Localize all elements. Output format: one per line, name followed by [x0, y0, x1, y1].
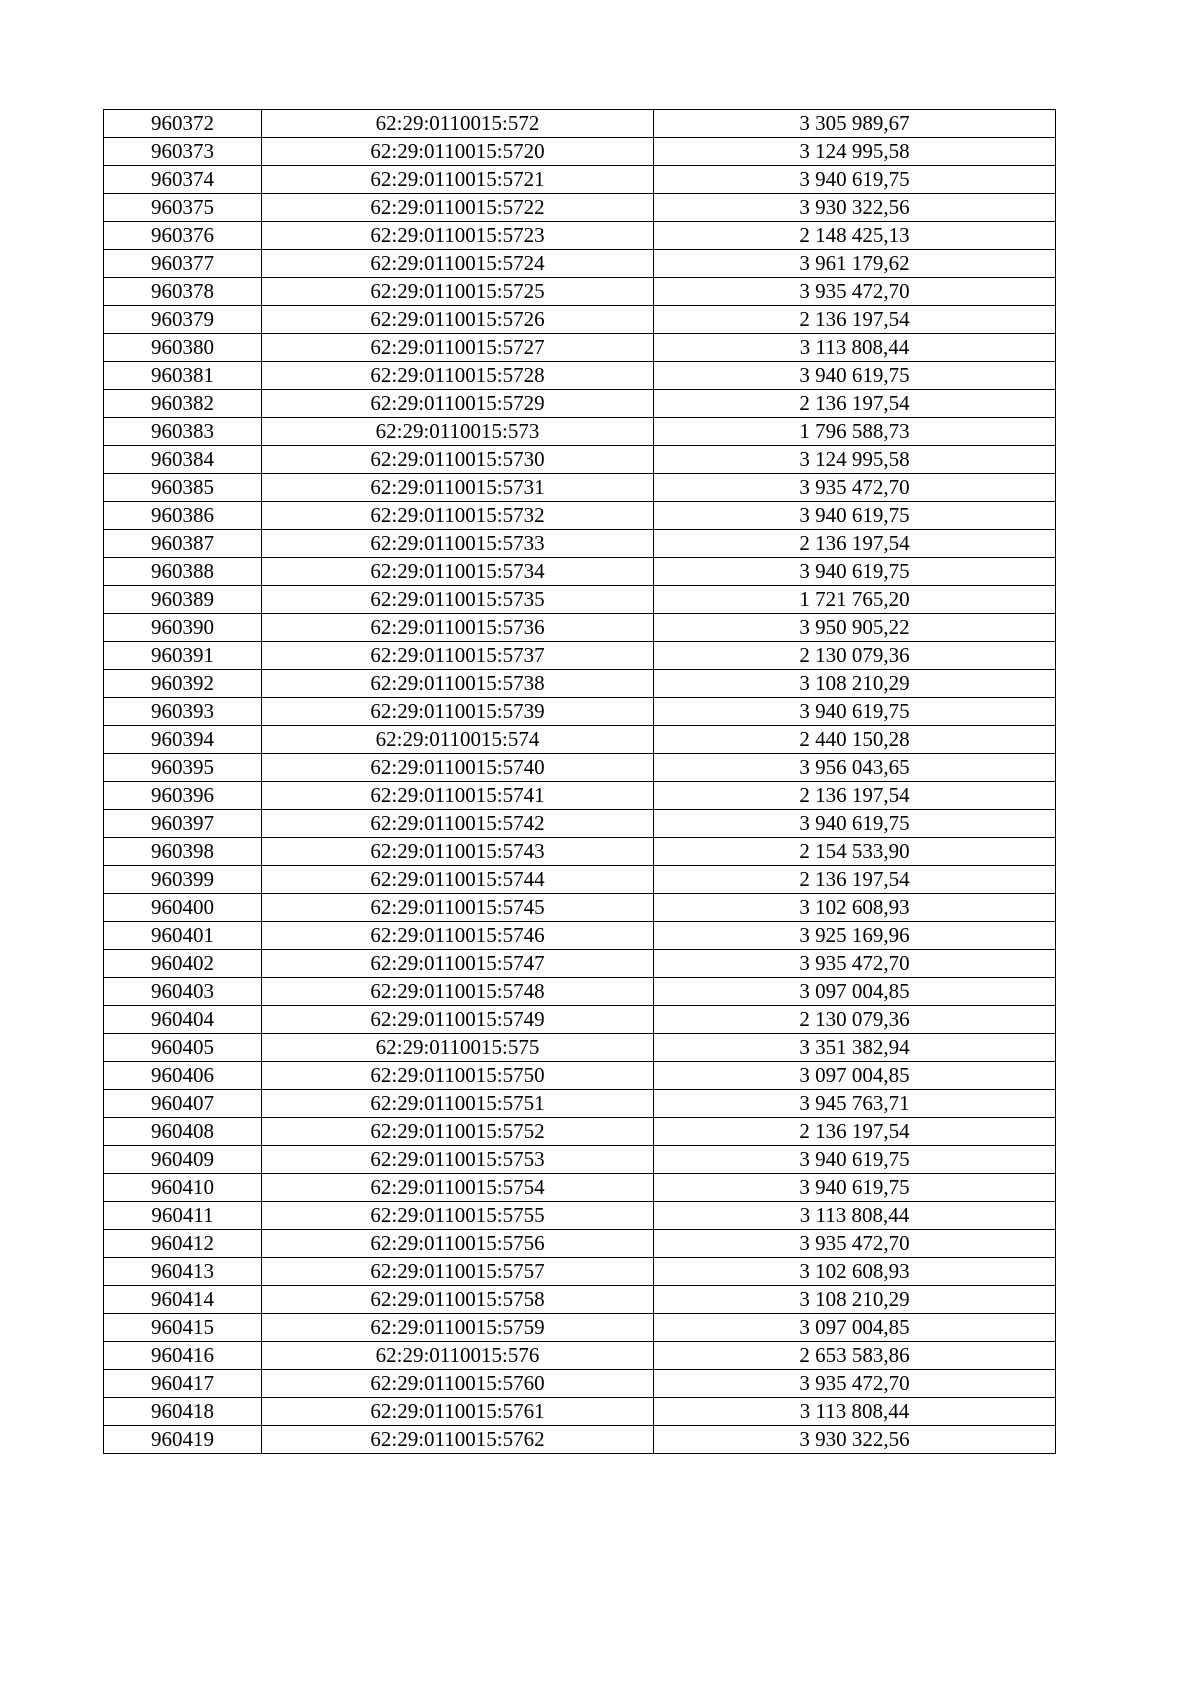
row-number-cell: 960414: [104, 1286, 262, 1314]
cadastral-number-cell: 62:29:0110015:5753: [262, 1146, 654, 1174]
row-number-cell: 960417: [104, 1370, 262, 1398]
row-number-cell: 960382: [104, 390, 262, 418]
cadastral-value-cell: 3 124 995,58: [654, 446, 1056, 474]
cadastral-value-cell: 3 940 619,75: [654, 698, 1056, 726]
cadastral-value-cell: 3 930 322,56: [654, 194, 1056, 222]
cadastral-value-cell: 3 940 619,75: [654, 362, 1056, 390]
row-number-cell: 960406: [104, 1062, 262, 1090]
table-row: [104, 1090, 1056, 1118]
cadastral-value-cell: 2 154 533,90: [654, 838, 1056, 866]
table-row: [104, 1006, 1056, 1034]
cadastral-value-cell: 2 136 197,54: [654, 306, 1056, 334]
cadastral-value-cell: 3 108 210,29: [654, 670, 1056, 698]
row-number-cell: 960410: [104, 1174, 262, 1202]
cadastral-number-cell: 62:29:0110015:5761: [262, 1398, 654, 1426]
row-number-cell: 960393: [104, 698, 262, 726]
cadastral-number-cell: 62:29:0110015:5748: [262, 978, 654, 1006]
cadastral-value-cell: 2 653 583,86: [654, 1342, 1056, 1370]
table-row: [104, 1314, 1056, 1342]
cadastral-number-cell: 62:29:0110015:5754: [262, 1174, 654, 1202]
row-number-cell: 960377: [104, 250, 262, 278]
row-number-cell: 960379: [104, 306, 262, 334]
cadastral-value-cell: 3 113 808,44: [654, 334, 1056, 362]
cadastral-number-cell: 62:29:0110015:5755: [262, 1202, 654, 1230]
cadastral-value-cell: 3 097 004,85: [654, 978, 1056, 1006]
table-row: [104, 894, 1056, 922]
table-row: [104, 446, 1056, 474]
cadastral-number-cell: 62:29:0110015:5745: [262, 894, 654, 922]
row-number-cell: 960375: [104, 194, 262, 222]
cadastral-number-cell: 62:29:0110015:5750: [262, 1062, 654, 1090]
row-number-cell: 960401: [104, 922, 262, 950]
cadastral-value-cell: 3 940 619,75: [654, 558, 1056, 586]
row-number-cell: 960418: [104, 1398, 262, 1426]
cadastral-value-cell: 3 935 472,70: [654, 1230, 1056, 1258]
cadastral-value-cell: 3 940 619,75: [654, 1146, 1056, 1174]
cadastral-value-cell: 3 950 905,22: [654, 614, 1056, 642]
table-row: [104, 810, 1056, 838]
table-row: [104, 334, 1056, 362]
cadastral-value-cell: 3 945 763,71: [654, 1090, 1056, 1118]
table-row: [104, 754, 1056, 782]
row-number-cell: 960396: [104, 782, 262, 810]
cadastral-number-cell: 62:29:0110015:5721: [262, 166, 654, 194]
row-number-cell: 960402: [104, 950, 262, 978]
cadastral-number-cell: 62:29:0110015:573: [262, 418, 654, 446]
table-row: [104, 194, 1056, 222]
table-row: [104, 922, 1056, 950]
cadastral-value-cell: 3 940 619,75: [654, 166, 1056, 194]
cadastral-number-cell: 62:29:0110015:5749: [262, 1006, 654, 1034]
row-number-cell: 960408: [104, 1118, 262, 1146]
table-row: [104, 110, 1056, 138]
row-number-cell: 960400: [104, 894, 262, 922]
cadastral-number-cell: 62:29:0110015:5722: [262, 194, 654, 222]
row-number-cell: 960386: [104, 502, 262, 530]
row-number-cell: 960380: [104, 334, 262, 362]
row-number-cell: 960404: [104, 1006, 262, 1034]
table-row: [104, 1230, 1056, 1258]
table-row: [104, 1174, 1056, 1202]
cadastral-number-cell: 62:29:0110015:5746: [262, 922, 654, 950]
table-row: [104, 1398, 1056, 1426]
row-number-cell: 960383: [104, 418, 262, 446]
table-body: [104, 110, 1056, 1454]
row-number-cell: 960416: [104, 1342, 262, 1370]
cadastral-value-cell: 2 130 079,36: [654, 1006, 1056, 1034]
cadastral-value-cell: 3 930 322,56: [654, 1426, 1056, 1454]
cadastral-number-cell: 62:29:0110015:5747: [262, 950, 654, 978]
cadastral-value-cell: 3 935 472,70: [654, 474, 1056, 502]
cadastral-number-cell: 62:29:0110015:5743: [262, 838, 654, 866]
cadastral-number-cell: 62:29:0110015:576: [262, 1342, 654, 1370]
row-number-cell: 960372: [104, 110, 262, 138]
cadastral-value-cell: 3 124 995,58: [654, 138, 1056, 166]
table-row: [104, 978, 1056, 1006]
cadastral-number-cell: 62:29:0110015:5735: [262, 586, 654, 614]
table-row: [104, 1342, 1056, 1370]
row-number-cell: 960412: [104, 1230, 262, 1258]
row-number-cell: 960407: [104, 1090, 262, 1118]
table-row: [104, 222, 1056, 250]
row-number-cell: 960390: [104, 614, 262, 642]
cadastral-number-cell: 62:29:0110015:574: [262, 726, 654, 754]
cadastral-value-cell: 3 935 472,70: [654, 950, 1056, 978]
cadastral-value-cell: 2 136 197,54: [654, 390, 1056, 418]
table-row: [104, 698, 1056, 726]
cadastral-value-cell: 3 956 043,65: [654, 754, 1056, 782]
cadastral-value-cell: 1 721 765,20: [654, 586, 1056, 614]
cadastral-value-cell: 3 113 808,44: [654, 1202, 1056, 1230]
table-row: [104, 1062, 1056, 1090]
table-row: [104, 1370, 1056, 1398]
cadastral-value-cell: 3 925 169,96: [654, 922, 1056, 950]
cadastral-number-cell: 62:29:0110015:5728: [262, 362, 654, 390]
cadastral-number-cell: 62:29:0110015:5752: [262, 1118, 654, 1146]
table-row: [104, 1118, 1056, 1146]
cadastral-number-cell: 62:29:0110015:5751: [262, 1090, 654, 1118]
cadastral-value-cell: 3 961 179,62: [654, 250, 1056, 278]
table-row: [104, 502, 1056, 530]
table-row: [104, 1426, 1056, 1454]
cadastral-value-cell: 2 148 425,13: [654, 222, 1056, 250]
row-number-cell: 960398: [104, 838, 262, 866]
cadastral-value-cell: 2 136 197,54: [654, 1118, 1056, 1146]
table-row: [104, 306, 1056, 334]
cadastral-number-cell: 62:29:0110015:5723: [262, 222, 654, 250]
cadastral-number-cell: 62:29:0110015:5727: [262, 334, 654, 362]
table-row: [104, 838, 1056, 866]
cadastral-value-cell: 2 136 197,54: [654, 530, 1056, 558]
cadastral-value-cell: 2 136 197,54: [654, 866, 1056, 894]
cadastral-value-cell: 2 136 197,54: [654, 782, 1056, 810]
cadastral-value-cell: 2 130 079,36: [654, 642, 1056, 670]
cadastral-number-cell: 62:29:0110015:5757: [262, 1258, 654, 1286]
table-row: [104, 1202, 1056, 1230]
cadastral-value-cell: 3 097 004,85: [654, 1062, 1056, 1090]
row-number-cell: 960397: [104, 810, 262, 838]
row-number-cell: 960415: [104, 1314, 262, 1342]
cadastral-number-cell: 62:29:0110015:5744: [262, 866, 654, 894]
row-number-cell: 960394: [104, 726, 262, 754]
cadastral-number-cell: 62:29:0110015:5731: [262, 474, 654, 502]
row-number-cell: 960374: [104, 166, 262, 194]
table-row: [104, 138, 1056, 166]
table-row: [104, 558, 1056, 586]
table-row: [104, 1258, 1056, 1286]
table-row: [104, 1286, 1056, 1314]
cadastral-number-cell: 62:29:0110015:5732: [262, 502, 654, 530]
table-row: [104, 642, 1056, 670]
table-row: [104, 950, 1056, 978]
cadastral-value-cell: 1 796 588,73: [654, 418, 1056, 446]
row-number-cell: 960419: [104, 1426, 262, 1454]
cadastral-value-table: [103, 109, 1056, 1454]
cadastral-number-cell: 62:29:0110015:5762: [262, 1426, 654, 1454]
row-number-cell: 960385: [104, 474, 262, 502]
cadastral-number-cell: 62:29:0110015:572: [262, 110, 654, 138]
cadastral-number-cell: 62:29:0110015:5736: [262, 614, 654, 642]
cadastral-number-cell: 62:29:0110015:5741: [262, 782, 654, 810]
row-number-cell: 960387: [104, 530, 262, 558]
table-row: [104, 278, 1056, 306]
row-number-cell: 960381: [104, 362, 262, 390]
row-number-cell: 960378: [104, 278, 262, 306]
cadastral-value-cell: 3 351 382,94: [654, 1034, 1056, 1062]
row-number-cell: 960409: [104, 1146, 262, 1174]
cadastral-number-cell: 62:29:0110015:5725: [262, 278, 654, 306]
row-number-cell: 960399: [104, 866, 262, 894]
cadastral-number-cell: 62:29:0110015:5720: [262, 138, 654, 166]
table-row: [104, 614, 1056, 642]
cadastral-value-cell: 3 940 619,75: [654, 502, 1056, 530]
table-row: [104, 1034, 1056, 1062]
table-row: [104, 670, 1056, 698]
cadastral-number-cell: 62:29:0110015:5738: [262, 670, 654, 698]
cadastral-number-cell: 62:29:0110015:5739: [262, 698, 654, 726]
cadastral-value-cell: 3 097 004,85: [654, 1314, 1056, 1342]
table-row: [104, 530, 1056, 558]
row-number-cell: 960411: [104, 1202, 262, 1230]
cadastral-number-cell: 62:29:0110015:575: [262, 1034, 654, 1062]
row-number-cell: 960391: [104, 642, 262, 670]
row-number-cell: 960392: [104, 670, 262, 698]
table-row: [104, 726, 1056, 754]
row-number-cell: 960405: [104, 1034, 262, 1062]
table-row: [104, 166, 1056, 194]
table-row: [104, 866, 1056, 894]
table-row: [104, 1146, 1056, 1174]
cadastral-number-cell: 62:29:0110015:5758: [262, 1286, 654, 1314]
row-number-cell: 960395: [104, 754, 262, 782]
table-row: [104, 362, 1056, 390]
cadastral-value-cell: 3 102 608,93: [654, 894, 1056, 922]
cadastral-value-cell: 3 935 472,70: [654, 278, 1056, 306]
cadastral-value-cell: 2 440 150,28: [654, 726, 1056, 754]
cadastral-value-cell: 3 940 619,75: [654, 810, 1056, 838]
row-number-cell: 960389: [104, 586, 262, 614]
cadastral-number-cell: 62:29:0110015:5740: [262, 754, 654, 782]
table-row: [104, 250, 1056, 278]
row-number-cell: 960403: [104, 978, 262, 1006]
cadastral-value-cell: 3 305 989,67: [654, 110, 1056, 138]
table-row: [104, 474, 1056, 502]
table-row: [104, 418, 1056, 446]
cadastral-value-cell: 3 940 619,75: [654, 1174, 1056, 1202]
row-number-cell: 960376: [104, 222, 262, 250]
table-row: [104, 586, 1056, 614]
row-number-cell: 960388: [104, 558, 262, 586]
cadastral-number-cell: 62:29:0110015:5726: [262, 306, 654, 334]
row-number-cell: 960373: [104, 138, 262, 166]
cadastral-value-cell: 3 102 608,93: [654, 1258, 1056, 1286]
row-number-cell: 960384: [104, 446, 262, 474]
cadastral-number-cell: 62:29:0110015:5759: [262, 1314, 654, 1342]
cadastral-number-cell: 62:29:0110015:5730: [262, 446, 654, 474]
cadastral-number-cell: 62:29:0110015:5756: [262, 1230, 654, 1258]
cadastral-value-cell: 3 113 808,44: [654, 1398, 1056, 1426]
cadastral-value-cell: 3 935 472,70: [654, 1370, 1056, 1398]
cadastral-number-cell: 62:29:0110015:5733: [262, 530, 654, 558]
cadastral-value-cell: 3 108 210,29: [654, 1286, 1056, 1314]
cadastral-number-cell: 62:29:0110015:5729: [262, 390, 654, 418]
cadastral-number-cell: 62:29:0110015:5724: [262, 250, 654, 278]
cadastral-number-cell: 62:29:0110015:5742: [262, 810, 654, 838]
table-row: [104, 782, 1056, 810]
table-row: [104, 390, 1056, 418]
row-number-cell: 960413: [104, 1258, 262, 1286]
cadastral-number-cell: 62:29:0110015:5737: [262, 642, 654, 670]
cadastral-number-cell: 62:29:0110015:5734: [262, 558, 654, 586]
cadastral-number-cell: 62:29:0110015:5760: [262, 1370, 654, 1398]
